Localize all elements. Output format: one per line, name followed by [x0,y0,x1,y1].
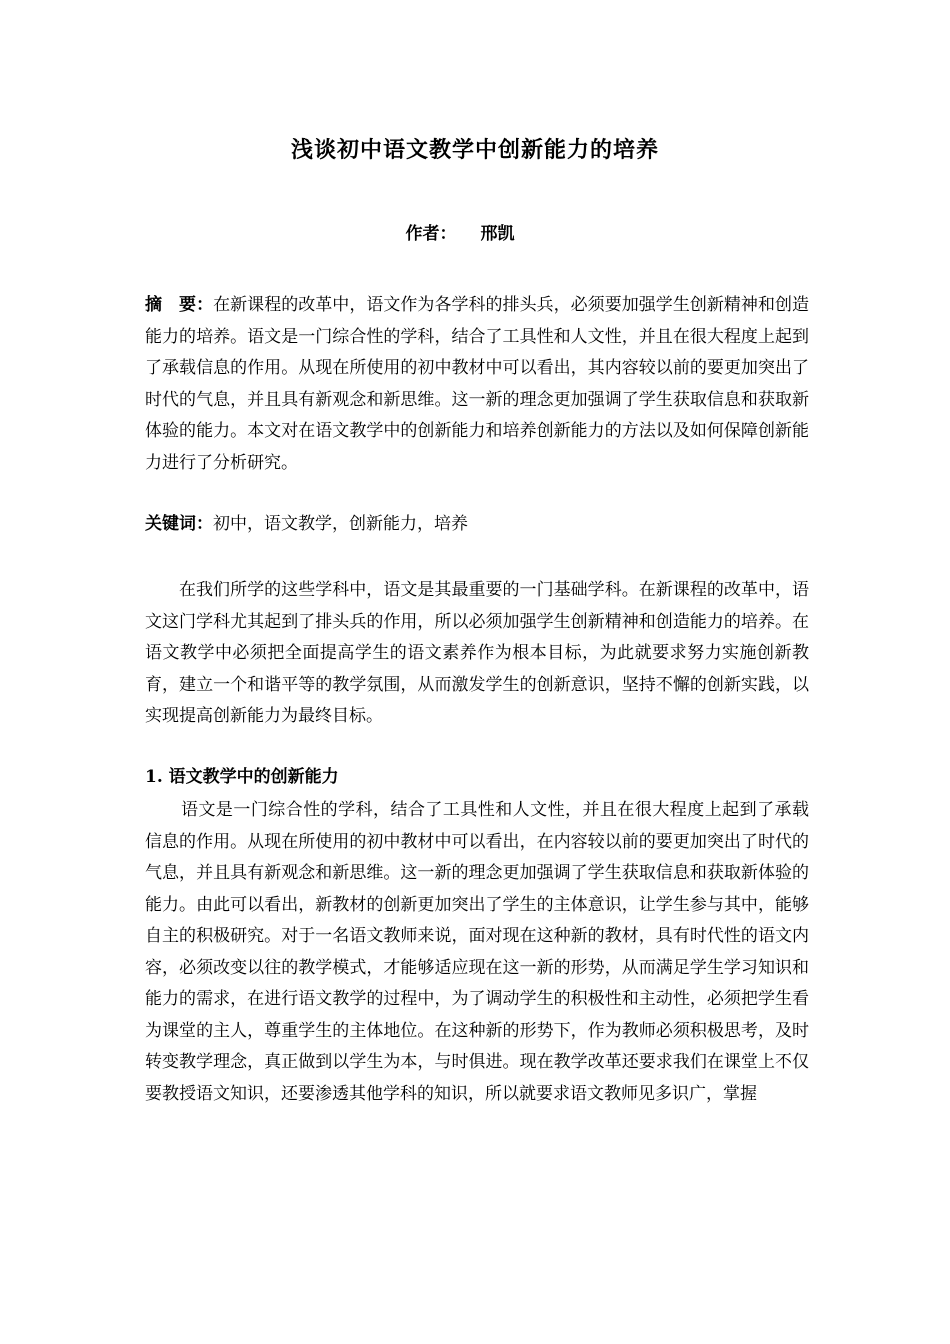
abstract-text: 在新课程的改革中，语文作为各学科的排头兵，必须要加强学生创新精神和创造能力的培养。语文是一门综合性的学科，结合了工具性和人文性，并且在很大程度上起到了承载信息的作用。从现在所使用的初中教材中可以看出，其内容较以前的要更加突出了时代的气息，并且具有新观念和新思维。这一新的理念更加强调了学生获取信息和获取新体验的能力。本文对在语文教学中的创新能力和培养创新能力的方法以及如何保障创新能力进行了分析研究。 [145,295,810,473]
section-heading-1: 1. 语文教学中的创新能力 [145,767,339,787]
section-1-paragraph: 语文是一门综合性的学科，结合了工具性和人文性，并且在很大程度上起到了承载信息的作用。从现在所使用的初中教材中可以看出，在内容较以前的要更加突出了时代的气息，并且具有新观念和新思维。这一新的理念更加强调了学生获取信息和获取新体验的能力。由此可以看出，新教材的创新更加突出了学生的主体意识，让学生参与其中，能够自主的积极研究。对于一名语文教师来说，面对现在这种新的教材，具有时代性的语文内容，必须改变以往的教学模式，才能够适应现在这一新的形势，从而满足学生学习知识和能力的需求，在进行语文教学的过程中，为了调动学生的积极性和主动性，必须把学生看为课堂的主人，尊重学生的主体地位。在这种新的形势下，作为教师必须积极思考，及时转变教学理念，真正做到以学生为本，与时俱进。现在教学改革还要求我们在课堂上不仅要教授语文知识，还要渗透其他学科的知识，所以就要求语文教师见多识广，掌握 [145,800,809,1104]
author-name: 邢凯 [480,224,515,244]
abstract-label: 摘 要： [145,295,214,315]
document-title: 浅谈初中语文教学中创新能力的培养 [290,137,659,163]
keywords-line [145,509,809,539]
abstract-paragraph [145,290,809,479]
author-line [0,220,920,248]
keywords-text: 初中，语文教学，创新能力，培养 [213,514,468,534]
author-label: 作者： [405,224,457,244]
intro-paragraph: 在我们所学的这些学科中，语文是其最重要的一门基础学科。在新课程的改革中，语文这门学科尤其起到了排头兵的作用，所以必须加强学生创新精神和创造能力的培养。在语文教学中必须把全面提高学生的语文素养作为根本目标，为此就要求努力实施创新教育，建立一个和谐平等的教学氛围，从而激发学生的创新意识，坚持不懈的创新实践，以实现提高创新能力为最终目标。 [145,580,809,726]
keywords-label: 关键词： [145,514,213,534]
